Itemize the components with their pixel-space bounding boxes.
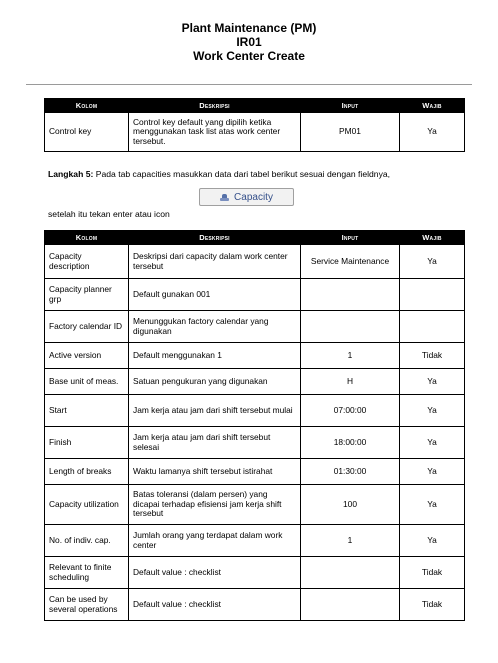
cell-wajib: Ya [400, 113, 465, 152]
capacity-button[interactable] [199, 188, 294, 206]
cell-kolom: No. of indiv. cap. [45, 525, 129, 557]
cell-input: 01:30:00 [301, 459, 400, 485]
table-row [45, 459, 465, 485]
cell-kolom: Start [45, 395, 129, 427]
cell-wajib [400, 279, 465, 311]
cell-deskripsi: Default menggunakan 1 [129, 343, 301, 369]
cell-kolom: Active version [45, 343, 129, 369]
cell-wajib: Ya [400, 427, 465, 459]
col-header-wajib: Wajib [400, 99, 465, 113]
cell-kolom: Can be used by several operations [45, 589, 129, 621]
cell-kolom: Base unit of meas. [45, 369, 129, 395]
cell-wajib: Ya [400, 525, 465, 557]
table-row [45, 485, 465, 525]
cell-deskripsi: Default value : checklist [129, 589, 301, 621]
document-header [0, 21, 498, 63]
table-row [45, 343, 465, 369]
cell-deskripsi: Control key default yang dipilih ketika menggunakan task list atas work center tersebut. [129, 113, 301, 152]
col-header-input: Input [301, 231, 400, 245]
cell-wajib: Ya [400, 395, 465, 427]
cell-input: 100 [301, 485, 400, 525]
cell-wajib: Ya [400, 369, 465, 395]
cell-kolom: Capacity planner grp [45, 279, 129, 311]
cell-deskripsi: Jam kerja atau jam dari shift tersebut mulai [129, 395, 301, 427]
cell-input: PM01 [301, 113, 400, 152]
cell-wajib: Ya [400, 245, 465, 279]
cell-wajib: Tidak [400, 343, 465, 369]
cell-input: 07:00:00 [301, 395, 400, 427]
cell-input [301, 557, 400, 589]
control-key-table [44, 98, 465, 152]
cell-input: 1 [301, 343, 400, 369]
cell-deskripsi: Jam kerja atau jam dari shift tersebut selesai [129, 427, 301, 459]
table-header-row [45, 231, 465, 245]
step-text: Pada tab capacities masukkan data dari tabel berikut sesuai dengan fieldnya, [93, 169, 391, 179]
cell-deskripsi: Satuan pengukuran yang digunakan [129, 369, 301, 395]
cell-deskripsi: Deskripsi dari capacity dalam work center tersebut [129, 245, 301, 279]
cell-deskripsi: Batas toleransi (dalam persen) yang dicapai terhadap efisiensi jam kerja shift tersebut [129, 485, 301, 525]
cell-deskripsi: Waktu lamanya shift tersebut istirahat [129, 459, 301, 485]
cell-input [301, 589, 400, 621]
cell-input [301, 311, 400, 343]
step-after-text: setelah itu tekan enter atau icon [48, 209, 170, 219]
table-row [45, 427, 465, 459]
step-label: Langkah 5: [48, 169, 94, 179]
header-title: Plant Maintenance (PM) [181, 21, 317, 35]
cell-input: 1 [301, 525, 400, 557]
cell-kolom: Length of breaks [45, 459, 129, 485]
table-header-row [45, 99, 465, 113]
cell-wajib: Ya [400, 459, 465, 485]
header-divider [26, 84, 472, 85]
header-code: IR01 [236, 35, 262, 49]
cell-deskripsi: Default value : checklist [129, 557, 301, 589]
cell-input: 18:00:00 [301, 427, 400, 459]
cell-deskripsi: Jumlah orang yang terdapat dalam work center [129, 525, 301, 557]
table-row [45, 589, 465, 621]
cell-input [301, 279, 400, 311]
table-row [45, 245, 465, 279]
table-row [45, 279, 465, 311]
cell-kolom: Finish [45, 427, 129, 459]
col-header-deskripsi: Deskripsi [129, 231, 301, 245]
cell-wajib [400, 311, 465, 343]
cell-input: Service Maintenance [301, 245, 400, 279]
col-header-kolom: Kolom [45, 99, 129, 113]
table-row [45, 525, 465, 557]
cell-kolom: Capacity description [45, 245, 129, 279]
table-row [45, 113, 465, 152]
cell-input: H [301, 369, 400, 395]
header-subtitle: Work Center Create [193, 49, 305, 63]
table-row [45, 557, 465, 589]
col-header-deskripsi: Deskripsi [129, 99, 301, 113]
cell-wajib: Ya [400, 485, 465, 525]
table-row [45, 395, 465, 427]
col-header-kolom: Kolom [45, 231, 129, 245]
cell-kolom: Control key [45, 113, 129, 152]
col-header-input: Input [301, 99, 400, 113]
cell-wajib: Tidak [400, 589, 465, 621]
capacity-table [44, 230, 465, 621]
cell-kolom: Factory calendar ID [45, 311, 129, 343]
capacity-button-label: Capacity [234, 191, 273, 203]
cell-wajib: Tidak [400, 557, 465, 589]
cell-deskripsi: Default gunakan 001 [129, 279, 301, 311]
capacity-icon [220, 194, 229, 201]
cell-deskripsi: Menunggukan factory calendar yang digunakan [129, 311, 301, 343]
table-row [45, 311, 465, 343]
cell-kolom: Relevant to finite scheduling [45, 557, 129, 589]
step-instruction [48, 169, 468, 179]
col-header-wajib: Wajib [400, 231, 465, 245]
cell-kolom: Capacity utilization [45, 485, 129, 525]
table-row [45, 369, 465, 395]
